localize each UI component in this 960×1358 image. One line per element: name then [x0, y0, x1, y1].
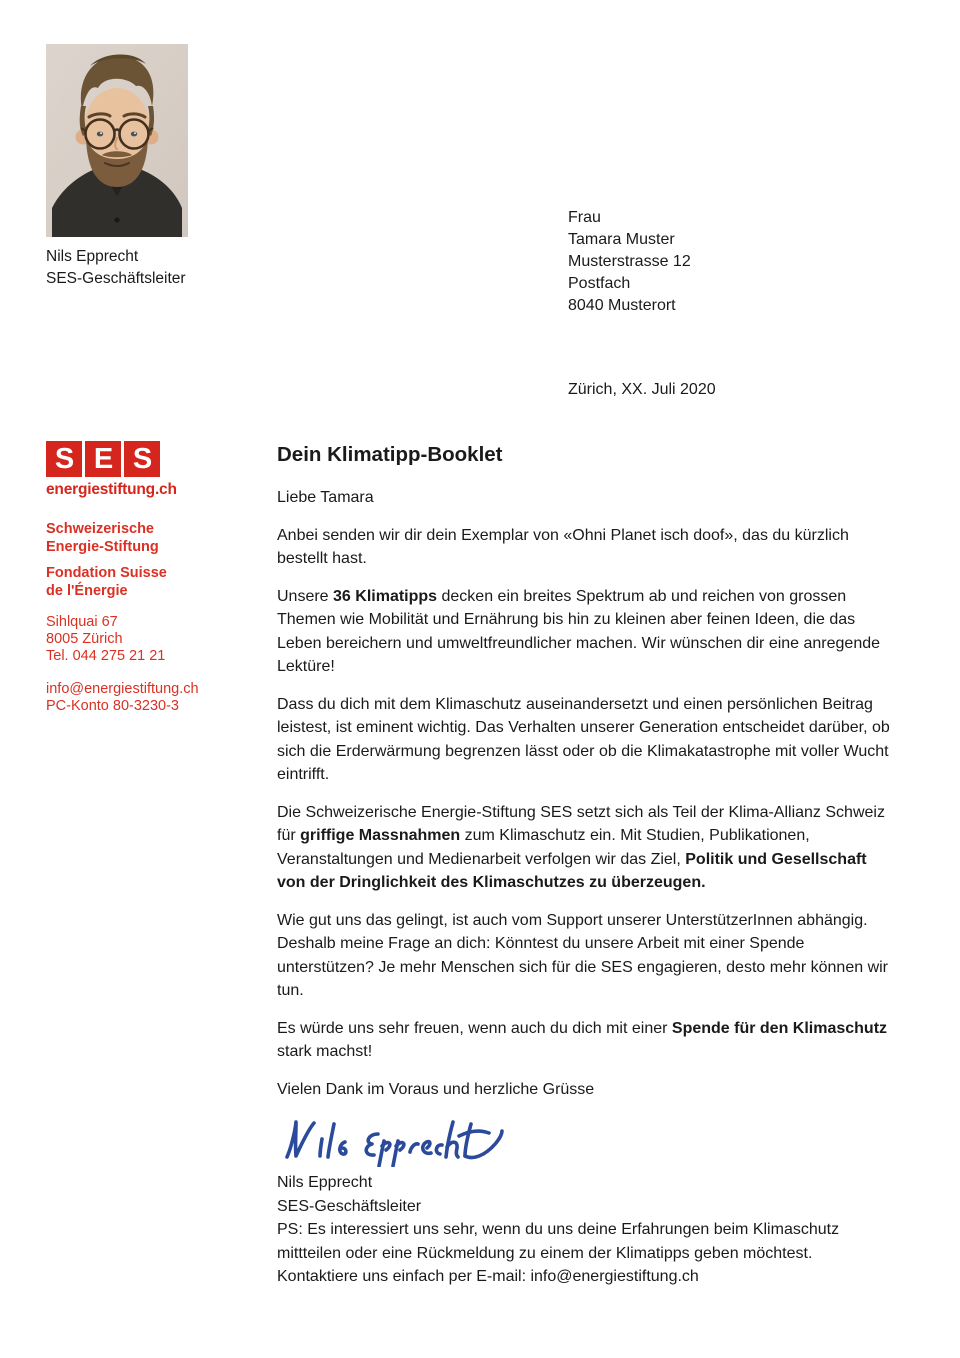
sidebar-org-line: Schweizerische — [46, 521, 154, 537]
paragraph: Dass du dich mit dem Klimaschutz auseinandersetzt und einen persönlichen Beitrag leistest, ist eminent wichtig. Das Verhalten unserer Generation entscheidet darüber, ob sich die Erderwärmung begrenzen lässt oder ob die Klimakatastrophe mit voller Wucht eintrifft. — [277, 695, 890, 783]
sidebar-org-german — [46, 521, 256, 556]
photo-caption-name: Nils Epprecht — [46, 248, 139, 265]
sidebar-address-line: Tel. 044 275 21 21 — [46, 647, 166, 664]
ses-logo-squares — [46, 441, 177, 477]
sidebar-org-line: Energie-Stiftung — [46, 538, 159, 555]
salutation: Liebe Tamara — [277, 489, 374, 506]
letter-title: Dein Klimatipp-Booklet — [277, 443, 503, 466]
paragraph: Anbei senden wir dir dein Exemplar von «Ohni Planet isch doof», das du kürzlich bestellt hast. — [277, 526, 849, 567]
signature-name: Nils Epprecht — [277, 1174, 373, 1191]
closing-line: Vielen Dank im Voraus und herzliche Grüsse — [277, 1080, 595, 1098]
recipient-address — [568, 207, 691, 317]
portrait-photo-svg — [46, 44, 188, 237]
signature-role: SES-Geschäftsleiter — [277, 1197, 422, 1215]
recipient-line: Frau — [568, 209, 601, 226]
ses-logo-letter: S — [124, 441, 160, 477]
signature-block — [277, 1171, 893, 1218]
sidebar-address-line: Sihlquai 67 — [46, 614, 118, 630]
photo-caption-role: SES-Geschäftsleiter — [46, 270, 186, 287]
sidebar-address — [46, 614, 256, 664]
postscript: PS: Es interessiert uns sehr, wenn du uns deine Erfahrungen beim Klimaschutz mittteilen oder eine Rückmeldung zu einem der Klimatipps geben möchtest. Kontaktiere uns einfach per E-mail: info@energiestiftung.ch — [277, 1221, 840, 1285]
recipient-line: 8040 Musterort — [568, 297, 676, 314]
ses-logo-letter: S — [46, 441, 82, 477]
sidebar-org-french — [46, 565, 256, 600]
paragraph: Die Schweizerische Energie-Stiftung SES setzt sich als Teil der Klima-Allianz Schweiz für griffige Massnahmen zum Klimaschutz ein. Mit Studien, Publikationen, Veranstaltungen und Medienarbeit verfolgen wir das Ziel, Politik und Gesellschaft von der Dringlichkeit des Klimaschutzes zu überzeugen. — [277, 803, 885, 891]
ses-logo-letter: E — [85, 441, 121, 477]
handwritten-signature — [281, 1115, 521, 1167]
paragraph: Wie gut uns das gelingt, ist auch vom Support unserer UnterstützerInnen abhängig. Deshalb meine Frage an dich: Könntest du unsere Arbeit mit einer Spende unterstützen? Je mehr Menschen sich für die SES engagieren, desto mehr können wir tun. — [277, 911, 888, 999]
ses-logo — [46, 441, 177, 499]
letter-body — [277, 443, 893, 1303]
paragraph: Unsere 36 Klimatipps decken ein breites Spektrum ab und reichen von grossen Themen wie Mobilität und Ernährung bis hin zu kleinen aber feinen Ideen, die das Leben bereichern und umweltfreundlicher machen. Wir wünschen dir eine anregende Lektüre! — [277, 587, 881, 675]
recipient-line: Musterstrasse 12 — [568, 253, 691, 270]
date-line: Zürich, XX. Juli 2020 — [568, 381, 716, 398]
paragraph: Es würde uns sehr freuen, wenn auch du dich mit einer Spende für den Klimaschutz stark machst! — [277, 1019, 888, 1060]
recipient-line: Postfach — [568, 275, 631, 292]
portrait-photo — [46, 44, 188, 237]
sidebar-email: info@energiestiftung.ch — [46, 681, 199, 697]
sidebar-address-line: 8005 Zürich — [46, 630, 123, 647]
photo-caption — [46, 246, 186, 290]
sidebar-contact — [46, 681, 256, 715]
sidebar-org-line: de l'Énergie — [46, 582, 128, 599]
recipient-line: Tamara Muster — [568, 231, 675, 248]
ses-logo-domain: energiestiftung.ch — [46, 481, 177, 498]
sidebar-org-line: Fondation Suisse — [46, 565, 167, 581]
sidebar-account: PC-Konto 80-3230-3 — [46, 697, 179, 714]
